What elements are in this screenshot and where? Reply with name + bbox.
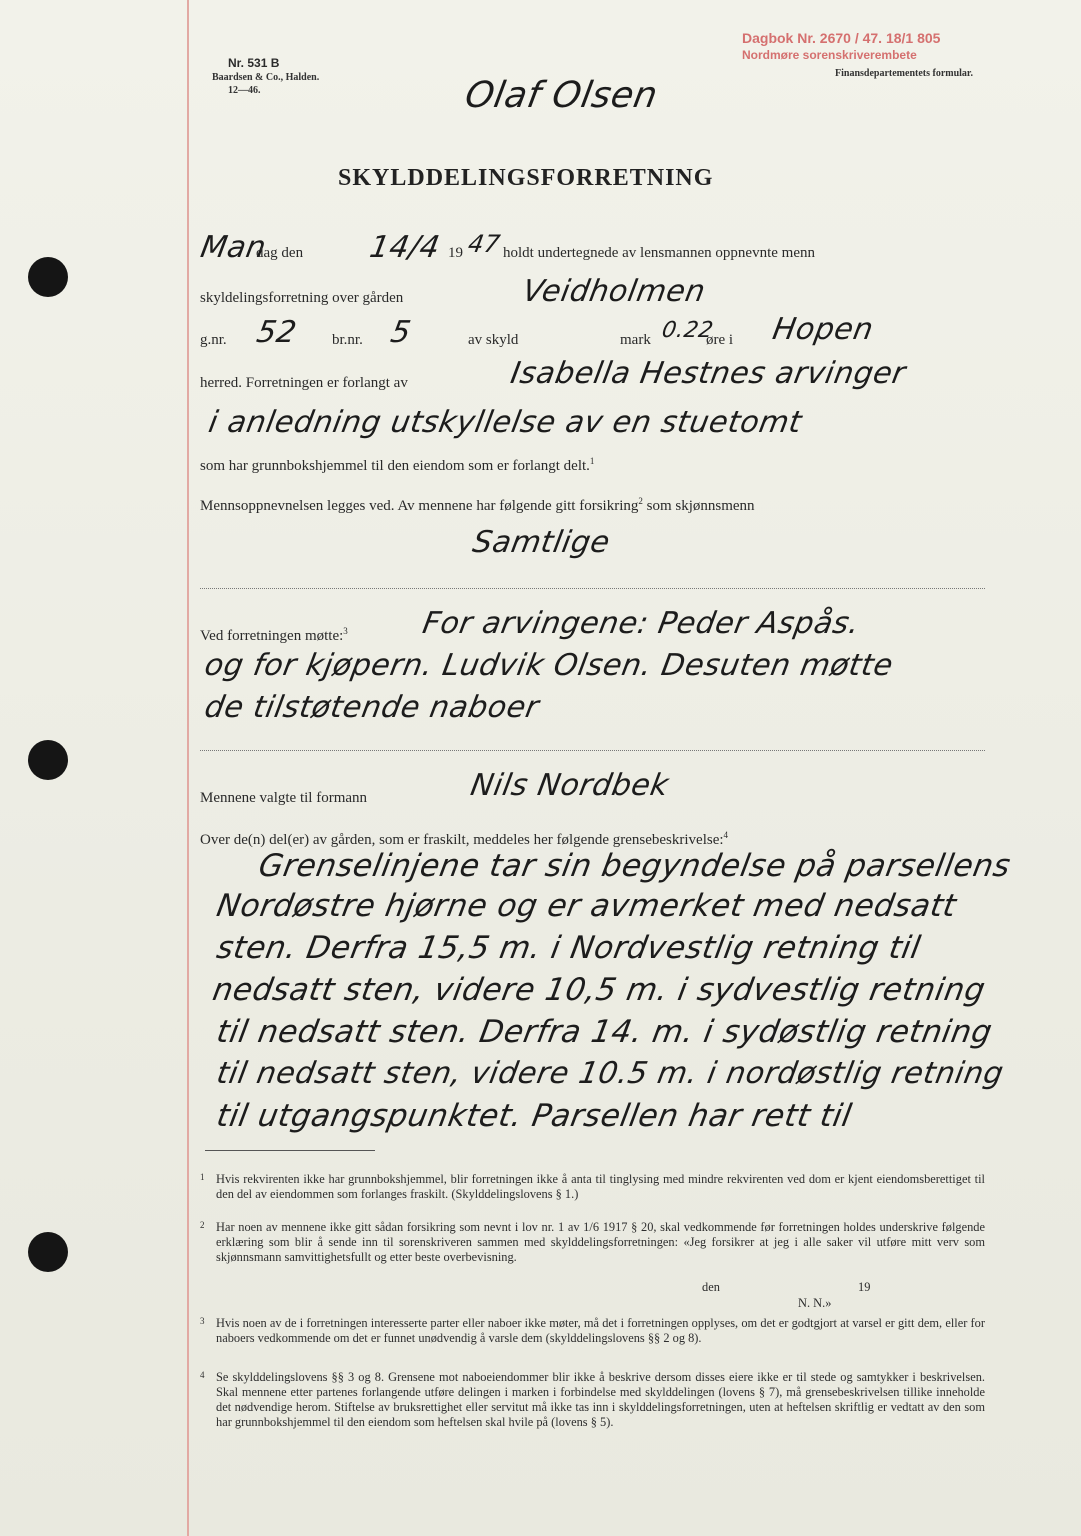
herred-hand: Hopen — [770, 312, 877, 347]
mennsopp-text: Mennsoppnevnelsen legges ved. Av mennene har følgende gitt forsikring$^2$ som skjønnsmenn — [200, 496, 755, 514]
boundary-line-4: nedsatt sten, videre 10,5 m. i sydvestlig retning — [210, 972, 989, 1008]
dotted-line — [200, 588, 985, 589]
date-hand: 14/4 — [367, 230, 443, 265]
diary-stamp: Dagbok Nr. 2670 / 47. 18/1 805 — [742, 30, 941, 46]
boundary-line-7: til utgangspunktet. Parsellen har rett til — [214, 1098, 855, 1134]
form-number: Nr. 531 B — [228, 56, 280, 70]
footnote-2: 2 Har noen av mennene ikke gitt sådan forsikring som nevnt i lov nr. 1 av 1/6 1917 § 20, skal vedkommende før forretningen holdes underskrive følgende erklæring som blir å sende inn til sorenskriveren sammen med skylddelingsforretningen: «Jeg forsikrer at jeg i alle saker vil utføre mitt verv som skjønnsmann samvittighetsfullt og etter beste overbevisning. — [200, 1220, 985, 1264]
brnr-hand: 5 — [388, 315, 414, 350]
footnote-2-signature: N. N.» — [798, 1296, 832, 1310]
punch-hole-bottom — [28, 1232, 68, 1272]
attendees-hand-2: og for kjøpern. Ludvik Olsen. Desuten møtte — [202, 648, 896, 683]
mark-label: mark — [620, 332, 651, 348]
court-stamp: Nordmøre sorenskriverembete — [742, 48, 917, 62]
boundary-line-3: sten. Derfra 15,5 m. i Nordvestlig retning til — [214, 930, 924, 966]
boundary-line-2: Nordøstre hjørne og er avmerket med nedsatt — [214, 888, 960, 924]
boundary-line-6: til nedsatt sten, videre 10.5 m. i nordøstlig retning — [214, 1056, 1007, 1091]
footnote-4: 4 Se skylddelingslovens §§ 3 og 8. Grensene mot naboeiendommer blir ikke å beskrive dersom disses eiere ikke er til stede og samtykker i beskrivelsen. Skal mennene etter partenes forlangende utføre delingen i marken i forbindelse med skylddelingen (lovens § 7), må grensebeskrivelsen tillike inneholde det nødvendige herom. Stiftelse av bruksrettighet eller servitut må ikke tas inn i skylddelingsforretningen, uten at heftelsen skriftlig er vedtatt av den som har grunnbokshjemmel til den eiendom som heftelsen skal hvile på (lovens § 5). — [200, 1370, 985, 1429]
attendees-hand-3: de tilstøtende naboer — [202, 690, 542, 725]
grunnbok-text: som har grunnbokshjemmel til den eiendom som er forlangt delt.$^1$ — [200, 456, 595, 474]
herred-label: herred. Forretningen er forlangt av — [200, 375, 408, 391]
footnote-1: 1 Hvis rekvirenten ikke har grunnbokshjemmel, blir forretningen ikke å anta til tinglysing med mindre rekvirenten ved dom er kjent eiendomsberettiget til den del av eiendommen som forlanges fraskilt. (Skylddelingslovens § 1.) — [200, 1172, 985, 1201]
boundary-label: Over de(n) del(er) av gården, som er fraskilt, meddeles her følgende grensebeskrivelse:$^4$ — [200, 830, 729, 848]
boundary-line-5: til nedsatt sten. Derfra 14. m. i sydøstlig retning — [214, 1014, 996, 1050]
dotted-line — [200, 750, 985, 751]
gnr-label: g.nr. — [200, 332, 227, 348]
year-prefix: 19 — [448, 245, 463, 261]
footnote-2-den: den — [702, 1280, 720, 1294]
footnote-3: 3 Hvis noen av de i forretningen interesserte parter eller naboer ikke møter, må det i forretningen opplyses, om det er godtgjort at varsel er gitt dem, eller for naboers vedkommende om det er funnet unødvendig å varsle dem (skylddelingslovens §§ 2 og 8). — [200, 1316, 985, 1345]
attendees-hand-1: For arvingene: Peder Aspås. — [420, 606, 863, 641]
printer-name: Baardsen & Co., Halden. — [212, 72, 320, 83]
punch-hole-middle — [28, 740, 68, 780]
skyld-label: av skyld — [468, 332, 519, 348]
farm-name-hand: Veidholmen — [520, 274, 709, 309]
boundary-line-1: Grenselinjene tar sin begyndelse på parsellens — [256, 848, 1014, 884]
ved-label: Ved forretningen møtte:$^3$ — [200, 626, 348, 644]
punch-hole-top — [28, 257, 68, 297]
year-hand: 47 — [466, 230, 503, 258]
gnr-hand: 52 — [254, 315, 300, 350]
skyldeling-label: skyldelingsforretning over gården — [200, 290, 404, 306]
ore-label: øre i — [706, 332, 734, 348]
margin-rule — [187, 0, 189, 1536]
purpose-hand: i anledning utskyllelse av en stuetomt — [206, 405, 805, 440]
formann-hand: Nils Nordbek — [468, 768, 672, 803]
weekday-hand: Man — [198, 230, 269, 265]
ministry-form: Finansdepartementets formular. — [835, 68, 973, 79]
top-signature: Olaf Olsen — [462, 75, 661, 116]
brnr-label: br.nr. — [332, 332, 363, 348]
document-title: SKYLDDELINGSFORRETNING — [338, 165, 714, 191]
samtlige-hand: Samtlige — [470, 525, 613, 560]
mark-hand: 0.22 — [660, 318, 716, 343]
footnote-2-year: 19 — [858, 1280, 871, 1294]
formann-label: Mennene valgte til formann — [200, 790, 368, 806]
requester-hand: Isabella Hestnes arvinger — [508, 356, 909, 391]
holdt-text: holdt undertegnede av lensmannen oppnevnte menn — [503, 245, 815, 261]
dag-den-label: dag den — [256, 245, 304, 261]
print-date: 12—46. — [228, 85, 261, 96]
footnote-rule — [205, 1150, 375, 1151]
